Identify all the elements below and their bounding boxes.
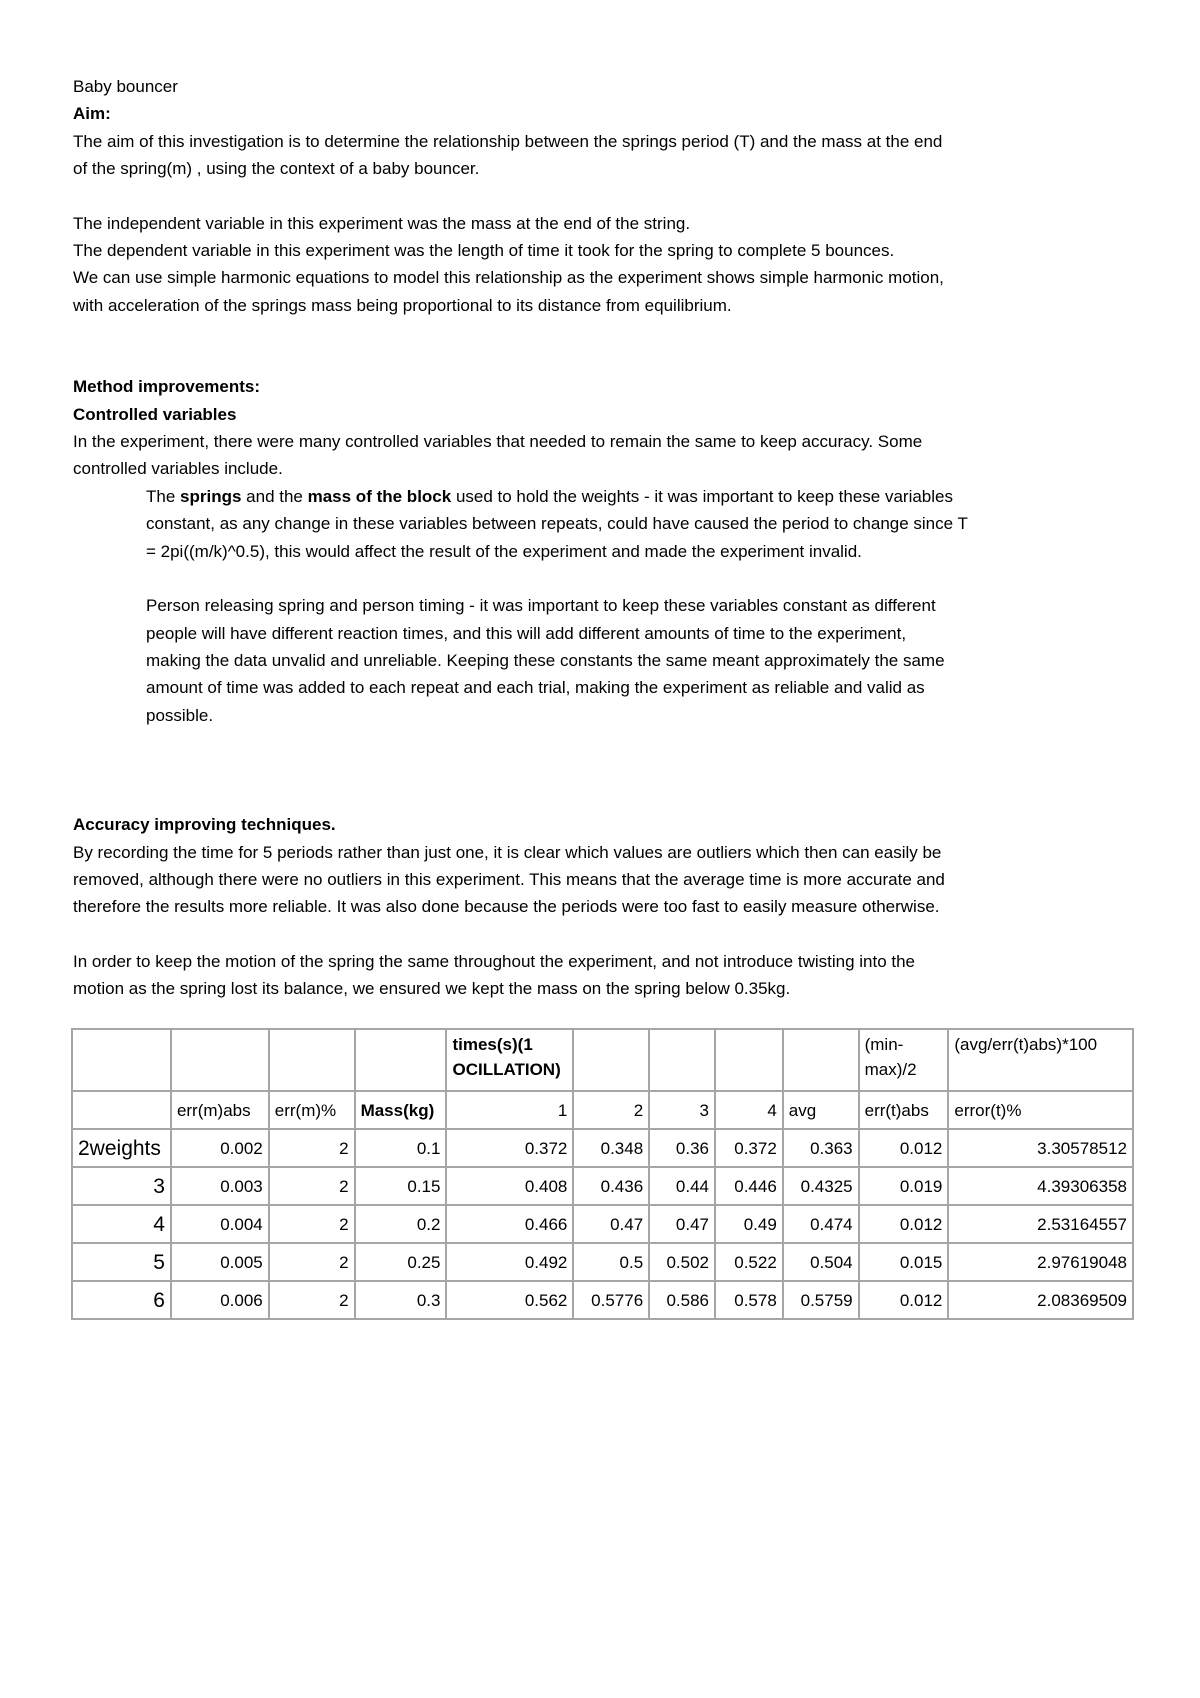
row-label: 6: [72, 1281, 171, 1319]
table-cell: 0.012: [859, 1281, 949, 1319]
table-cell: 0.348: [573, 1129, 649, 1167]
table-row: [72, 1281, 1133, 1319]
person-paragraph-line: Person releasing spring and person timing - it was important to keep these variables constant as different: [146, 596, 936, 616]
person-paragraph-line: making the data unvalid and unreliable. Keeping these constants the same meant approximately the same: [146, 650, 945, 670]
table-cell: 0.578: [715, 1281, 783, 1319]
table-cell: 0.363: [783, 1129, 859, 1167]
springs-paragraph-line: constant, as any change in these variables between repeats, could have caused the period to change since T: [146, 514, 968, 534]
table-cell: 0.372: [715, 1129, 783, 1167]
table-cell: 0.004: [171, 1205, 269, 1243]
text-run: The: [146, 486, 181, 506]
table-cell: 0.4325: [783, 1167, 859, 1205]
table-cell: 0.5776: [573, 1281, 649, 1319]
table-cell: 0.47: [573, 1205, 649, 1243]
table-row: [72, 1129, 1133, 1167]
row-label: 2weights: [72, 1129, 171, 1167]
table-cell: [171, 1029, 269, 1091]
row-label: 4: [72, 1205, 171, 1243]
independent-variable-text: The independent variable in this experiment was the mass at the end of the string.: [73, 213, 691, 233]
column-header: 3: [649, 1091, 715, 1129]
accuracy-text-line: removed, although there were no outliers in this experiment. This means that the average time is more accurate and: [73, 869, 945, 889]
header-text: times(s)(1: [452, 1035, 533, 1054]
table-cell: 2.97619048: [948, 1243, 1133, 1281]
shm-text-line: with acceleration of the springs mass being proportional to its distance from equilibrium.: [73, 295, 732, 315]
minmax-header-cell: [859, 1029, 949, 1091]
table-cell: [355, 1029, 447, 1091]
table-cell: [715, 1029, 783, 1091]
table-cell: 2.53164557: [948, 1205, 1133, 1243]
table-cell: 0.002: [171, 1129, 269, 1167]
table-row: [72, 1243, 1133, 1281]
results-table: [71, 1028, 1134, 1320]
table-cell: [649, 1029, 715, 1091]
table-cell: [72, 1029, 171, 1091]
table-cell: 0.466: [446, 1205, 573, 1243]
person-paragraph-line: people will have different reaction times, and this will add different amounts of time to the experiment,: [146, 623, 907, 643]
table-cell: 0.015: [859, 1243, 949, 1281]
column-header: err(m)abs: [171, 1091, 269, 1129]
table-cell: 0.36: [649, 1129, 715, 1167]
text-run: used to hold the weights - it was important to keep these variables: [451, 486, 953, 506]
document-body: [73, 73, 1133, 1003]
table-cell: [783, 1029, 859, 1091]
table-cell: 0.5759: [783, 1281, 859, 1319]
table-cell: [573, 1029, 649, 1091]
table-cell: 0.44: [649, 1167, 715, 1205]
table-cell: 0.49: [715, 1205, 783, 1243]
table-row: [72, 1205, 1133, 1243]
text-run: and the: [241, 486, 308, 506]
column-header: 4: [715, 1091, 783, 1129]
bold-term-springs: springs: [180, 486, 242, 506]
column-header: err(t)abs: [859, 1091, 949, 1129]
table-cell: 0.25: [355, 1243, 447, 1281]
table-cell: 0.2: [355, 1205, 447, 1243]
table-cell: 0.3: [355, 1281, 447, 1319]
table-cell: 0.006: [171, 1281, 269, 1319]
table-cell: [269, 1029, 355, 1091]
table-cell: 0.005: [171, 1243, 269, 1281]
bold-term-mass-of-block: mass of the block: [307, 486, 452, 506]
row-label: 5: [72, 1243, 171, 1281]
table-cell: 0.436: [573, 1167, 649, 1205]
column-header: error(t)%: [948, 1091, 1133, 1129]
table-cell: 0.522: [715, 1243, 783, 1281]
table-cell: 0.502: [649, 1243, 715, 1281]
table-cell: 0.5: [573, 1243, 649, 1281]
motion-text-line: motion as the spring lost its balance, we ensured we kept the mass on the spring below 0.35kg.: [73, 979, 791, 999]
column-header: err(m)%: [269, 1091, 355, 1129]
table-cell: 0.372: [446, 1129, 573, 1167]
table-cell: 2: [269, 1129, 355, 1167]
table-cell: 2: [269, 1243, 355, 1281]
column-header: avg: [783, 1091, 859, 1129]
motion-text-line: In order to keep the motion of the spring the same throughout the experiment, and not introduce twisting into the: [73, 951, 916, 971]
table-header-row: [72, 1029, 1133, 1091]
document-title: Baby bouncer: [73, 77, 178, 96]
table-cell: 0.15: [355, 1167, 447, 1205]
table-cell: 0.012: [859, 1205, 949, 1243]
header-text: max)/2: [864, 1060, 917, 1079]
column-header: Mass(kg): [355, 1091, 447, 1129]
controlled-variables-heading: Controlled variables: [73, 404, 237, 424]
table-cell: 2: [269, 1205, 355, 1243]
header-text: (min-: [864, 1035, 904, 1054]
table-cell: 0.47: [649, 1205, 715, 1243]
shm-text-line: We can use simple harmonic equations to model this relationship as the experiment shows simple harmonic motion,: [73, 268, 944, 288]
accuracy-heading: Accuracy improving techniques.: [73, 815, 336, 835]
springs-paragraph-line: = 2pi((m/k)^0.5), this would affect the result of the experiment and made the experiment invalid.: [146, 541, 862, 561]
table-cell: 0.474: [783, 1205, 859, 1243]
column-header: 2: [573, 1091, 649, 1129]
aim-heading: Aim:: [73, 104, 111, 124]
accuracy-text-line: By recording the time for 5 periods rather than just one, it is clear which values are outliers which then can easily be: [73, 842, 942, 862]
accuracy-text-line: therefore the results more reliable. It was also done because the periods were too fast to easily measure otherwise.: [73, 897, 940, 917]
table-cell: [72, 1091, 171, 1129]
table-cell: 0.019: [859, 1167, 949, 1205]
table-cell: 0.446: [715, 1167, 783, 1205]
times-header-cell: [446, 1029, 573, 1091]
table-cell: 4.39306358: [948, 1167, 1133, 1205]
table-cell: 0.012: [859, 1129, 949, 1167]
table-cell: 0.408: [446, 1167, 573, 1205]
percent-formula-header-cell: (avg/err(t)abs)*100: [948, 1029, 1133, 1091]
table-cell: 0.586: [649, 1281, 715, 1319]
aim-text-line: of the spring(m) , using the context of a baby bouncer.: [73, 159, 480, 179]
table-cell: 2: [269, 1281, 355, 1319]
table-cell: 0.003: [171, 1167, 269, 1205]
controlled-intro-line: controlled variables include.: [73, 459, 283, 479]
person-paragraph-line: possible.: [146, 705, 214, 725]
table-cell: 0.562: [446, 1281, 573, 1319]
dependent-variable-text: The dependent variable in this experiment was the length of time it took for the spring to complete 5 bounces.: [73, 241, 895, 261]
springs-paragraph-line: [73, 483, 1133, 510]
controlled-intro-line: In the experiment, there were many controlled variables that needed to remain the same to keep accuracy. Some: [73, 432, 923, 452]
table-cell: 3.30578512: [948, 1129, 1133, 1167]
header-text: OCILLATION): [452, 1060, 561, 1079]
row-label: 3: [72, 1167, 171, 1205]
table-header-row: [72, 1091, 1133, 1129]
person-paragraph-line: amount of time was added to each repeat and each trial, making the experiment as reliable and valid as: [146, 678, 925, 698]
table-cell: 2: [269, 1167, 355, 1205]
table-cell: 0.492: [446, 1243, 573, 1281]
column-header: 1: [446, 1091, 573, 1129]
table-cell: 2.08369509: [948, 1281, 1133, 1319]
table-cell: 0.504: [783, 1243, 859, 1281]
table-row: [72, 1167, 1133, 1205]
method-heading: Method improvements:: [73, 377, 261, 397]
aim-text-line: The aim of this investigation is to determine the relationship between the springs period (T) and the mass at the end: [73, 131, 943, 151]
table-cell: 0.1: [355, 1129, 447, 1167]
